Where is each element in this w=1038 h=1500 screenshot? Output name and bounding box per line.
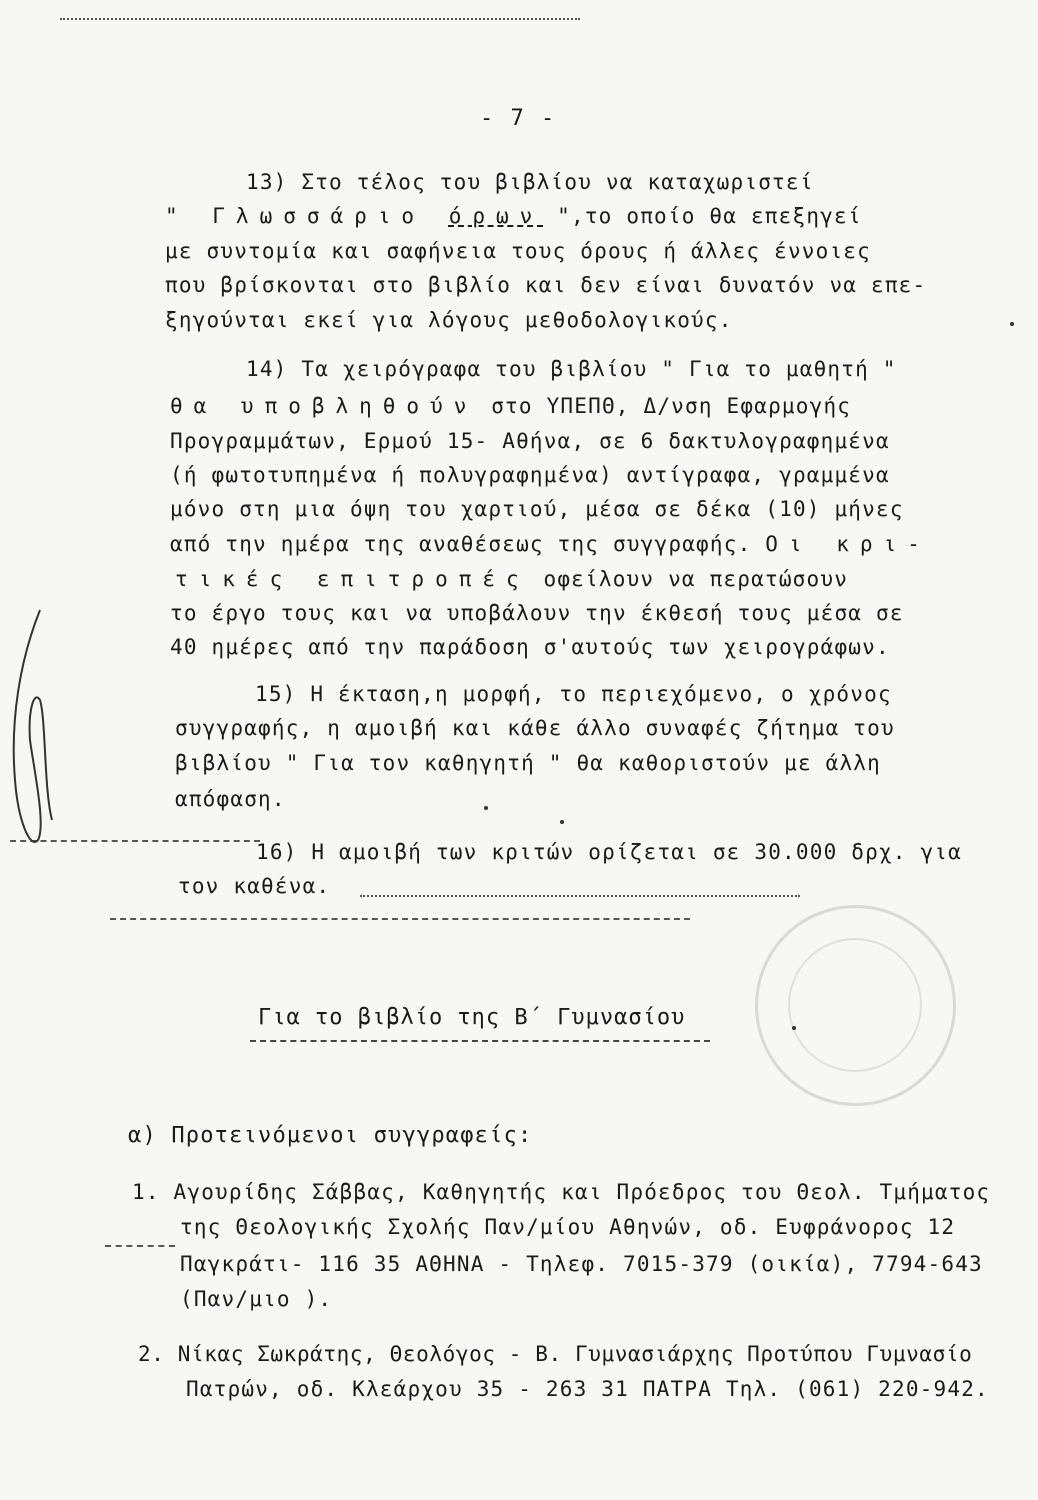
official-stamp (755, 905, 956, 1106)
author-1-line3: Παγκράτι- 116 35 ΑΘΗΝΑ - Τηλεφ. 7015-379 (οικία), 7794-643 (180, 1252, 983, 1276)
item15-line4: απόφαση. (175, 787, 286, 811)
item13-line2: " Γλωσσάριο όρων ",το οποίο θα επεξηγεί (165, 204, 862, 228)
author-1-line4: (Παν/μιο ). (180, 1287, 333, 1311)
item14-line8: το έργο τους και να υποβάλουν την έκθεσή τους μέσα σε (170, 601, 904, 625)
item14-line3: Προγραμμάτων, Ερμού 15- Αθήνα, σε 6 δακτυλογραφημένα (170, 429, 890, 453)
item14-line2: θα υποβληθούν στο ΥΠΕΠΘ, Δ/νση Εφαρμογής (170, 394, 852, 418)
item16-line2: τον καθένα. (178, 874, 331, 898)
item14-line7: τικές επιτροπές οφείλουν να περατώσουν (175, 567, 849, 591)
author-2-line1: 2. Νίκας Σωκράτης, Θεολόγος - Β. Γυμνασιάρχης Προτύπου Γυμνασίο (138, 1342, 973, 1366)
item14-line4: (ή φωτοτυπημένα ή πολυγραφημένα) αντίγραφα, γραμμένα (170, 463, 890, 487)
item13-line4: που βρίσκονται στο βιβλίο και δεν είναι δυνατόν να επε- (165, 273, 927, 297)
heading-underline (250, 1040, 710, 1042)
item14-line6: από την ημέρα της αναθέσεως της συγγραφής. Οι κρι- (170, 532, 931, 556)
item13-line3: με συντομία και σαφήνεια τους όρους ή άλλες έννοιες (165, 239, 871, 263)
signature-mark (0, 600, 80, 860)
item13-line1: 13) Στο τέλος του βιβλίου να καταχωριστεί (246, 170, 814, 194)
item15-line3: βιβλίου " Για τον καθηγητή " θα καθοριστούν με άλλη (175, 751, 881, 775)
item14-line5: μόνο στη μια όψη του χαρτιού, μέσα σε δέκα (10) μήνες (170, 497, 904, 521)
item14-line1: 14) Τα χειρόγραφα του βιβλίου " Για το μαθητή " (246, 357, 897, 381)
section-heading: Για το βιβλίο της Β΄ Γυμνασίου (258, 1005, 686, 1030)
item15-line1: 15) Η έκταση,η μορφή, το περιεχόμενο, ο χρόνος (255, 682, 892, 706)
item13-line5: ξηγούνται εκεί για λόγους μεθοδολογικούς. (165, 308, 733, 332)
item14-line9: 40 ημέρες από την παράδοση σ'αυτούς των χειρογράφων. (170, 635, 890, 659)
page-number: - 7 - (480, 106, 557, 131)
author-1-line2: της Θεολογικής Σχολής Παν/μίου Αθηνών, οδ. Ευφράνορος 12 (180, 1215, 956, 1239)
subsection-title: α) Προτεινόμενοι συγγραφείς: (128, 1123, 533, 1148)
author-1-line1: 1. Αγουρίδης Σάββας, Καθηγητής και Πρόεδρος του Θεολ. Τμήματος (132, 1180, 991, 1204)
item15-line2: συγγραφής, η αμοιβή και κάθε άλλο συναφές ζήτημα του (175, 716, 895, 740)
item16-line1: 16) Η αμοιβή των κριτών ορίζεται σε 30.000 δρχ. για (256, 840, 962, 864)
author-2-line2: Πατρών, οδ. Κλεάρχου 35 - 263 31 ΠΑΤΡΑ Τηλ. (061) 220-942. (186, 1377, 989, 1401)
